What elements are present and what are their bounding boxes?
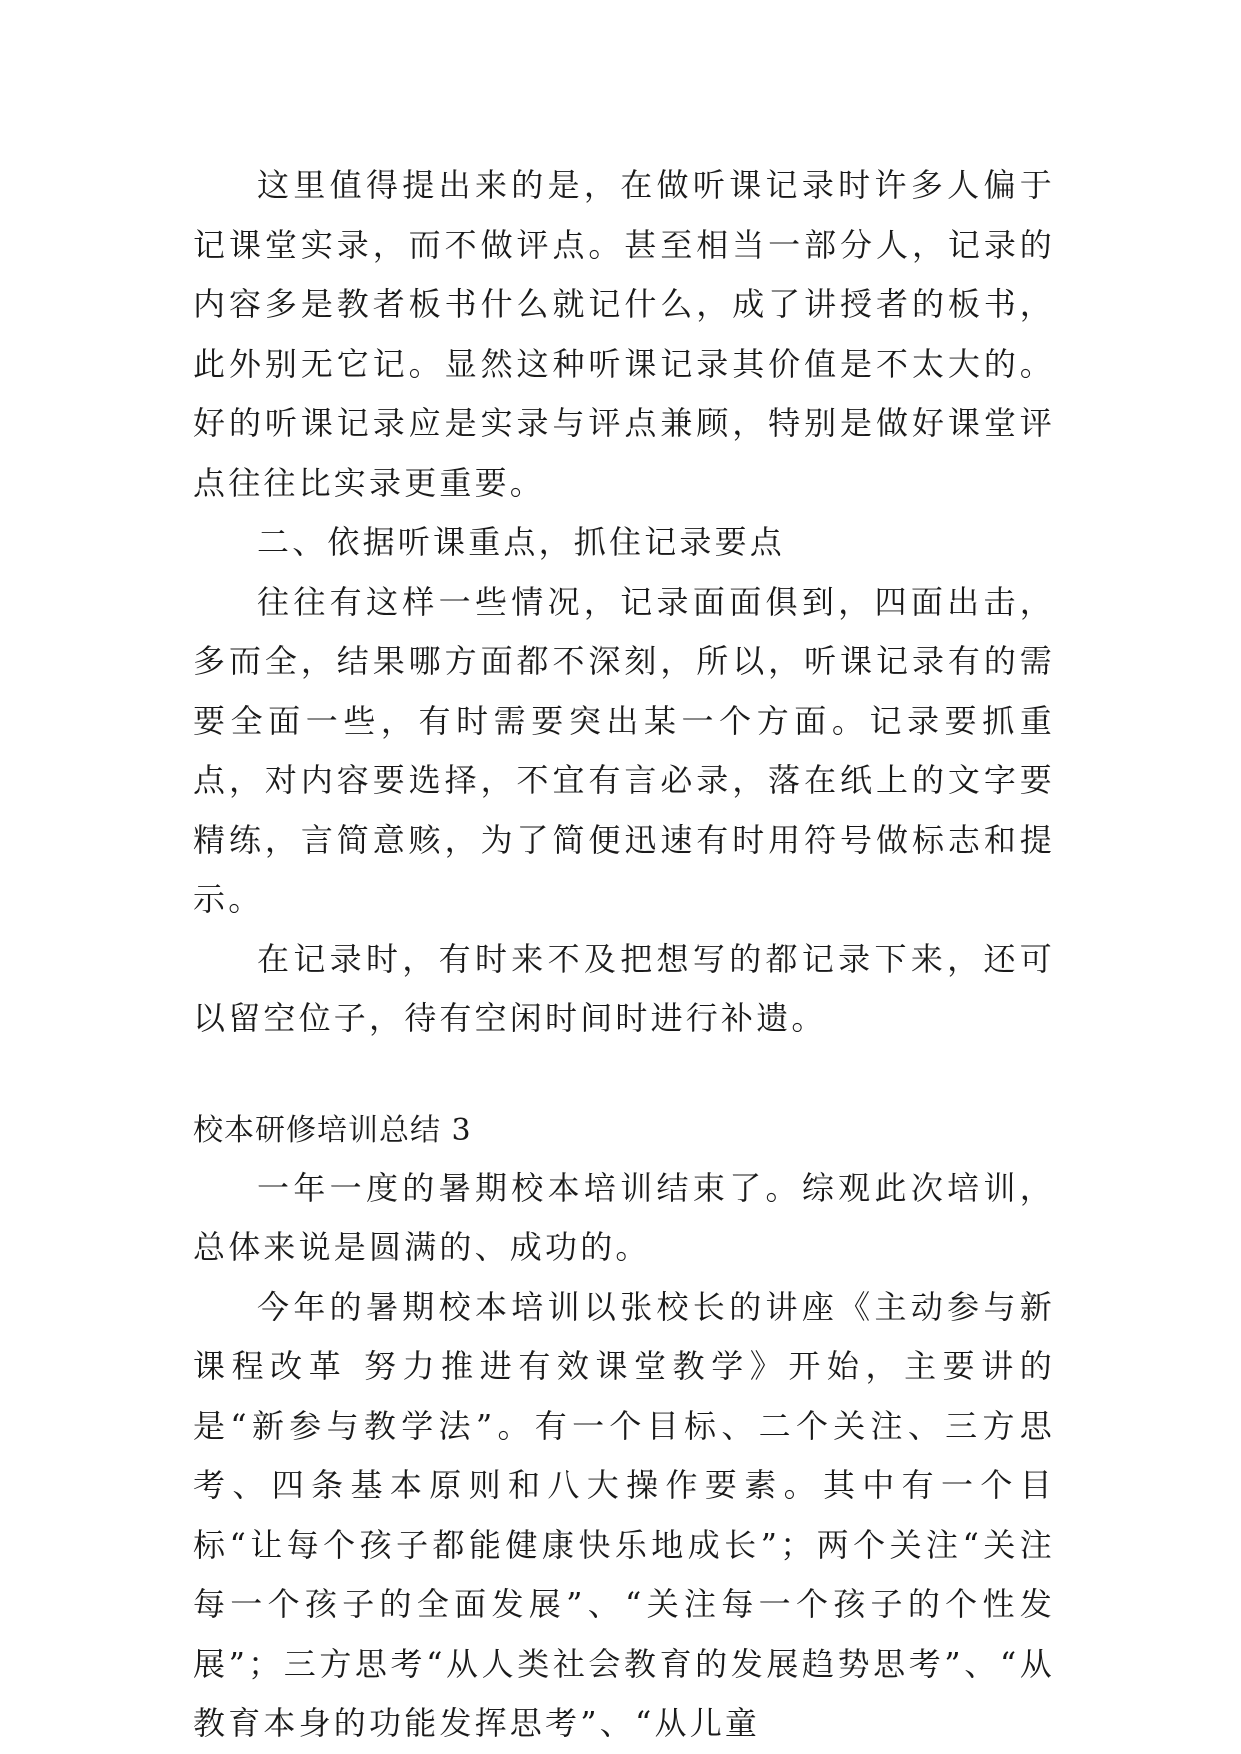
document-body [193,156,1055,1754]
paragraph: 今年的暑期校本培训以张校长的讲座《主动参与新课程改革 努力推进有效课堂教学》开始，主要讲的是“新参与教学法”。有一个目标、二个关注、三方思考、四条基本原则和八大操作要素。其中有一个目标“让每个孩子都能健康快乐地成长”；两个关注“关注每一个孩子的全面发展”、“关注每一个孩子的个性发展”；三方思考“从人类社会教育的发展趋势思考”、“从教育本身的功能发挥思考”、“从儿童 [193,1287,1055,1742]
subheading: 二、依据听课重点，抓住记录要点 [257,523,786,561]
section-gap [193,1049,1055,1103]
paragraph: 这里值得提出来的是，在做听课记录时许多人偏于记课堂实录，而不做评点。甚至相当一部分人，记录的内容多是教者板书什么就记什么，成了讲授者的板书，此外别无它记。显然这种听课记录其价值是不太大的。好的听课记录应是实录与评点兼顾，特别是做好课堂评点往往比实录更重要。 [193,166,1055,502]
section-title: 校本研修培训总结 3 [193,1112,472,1148]
paragraph: 往往有这样一些情况，记录面面俱到，四面出击，多而全，结果哪方面都不深刻，所以，听课记录有的需要全面一些，有时需要突出某一个方面。记录要抓重点，对内容要选择，不宜有言必录，落在纸上的文字要精练，言简意赅，为了简便迅速有时用符号做标志和提示。 [193,582,1055,918]
paragraph: 一年一度的暑期校本培训结束了。综观此次培训，总体来说是圆满的、成功的。 [193,1168,1055,1266]
paragraph: 在记录时，有时来不及把想写的都记录下来，还可以留空位子，待有空闲时间时进行补遗。 [193,939,1055,1037]
